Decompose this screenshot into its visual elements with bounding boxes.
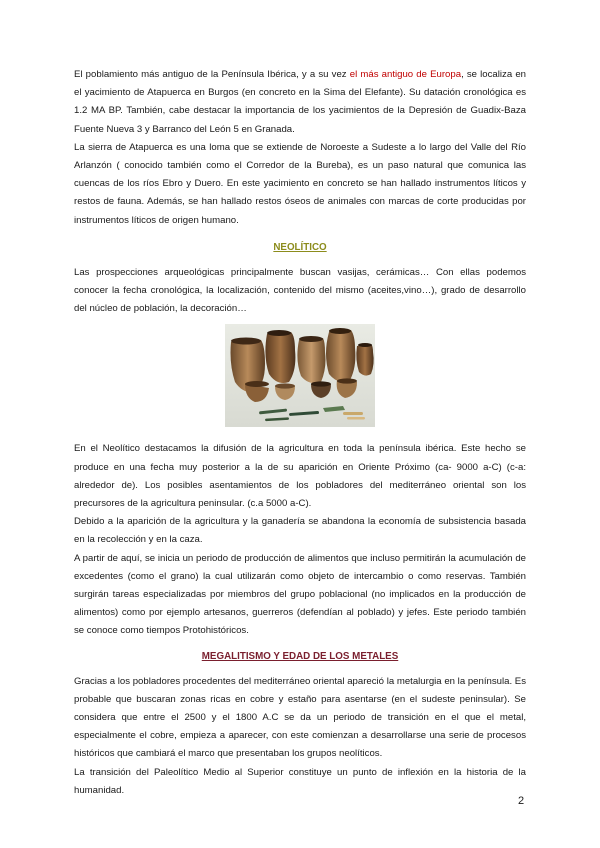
document-page — [74, 66, 526, 800]
paragraph-atapuerca-intro — [74, 66, 526, 139]
neolithic-pottery-image — [225, 324, 375, 427]
pottery-photo — [225, 324, 375, 427]
paragraph-metalurgia: Gracias a los pobladores procedentes del mediterráneo oriental apareció la metalurgia en la península. Es probable que buscaran zonas ricas en cobre y estaño para asentarse (en el sudeste peninsular). Se considera que entre el 2500 y el 1800 A.C se da un periodo de transición en el que el metal, especialmente el cobre, empieza a aparecer, con este comienzan a desarrollarse una serie de procesos históricos que cambiará el marco que presentaban los grupos neolíticos. — [74, 675, 526, 760]
paragraph-produccion: A partir de aquí, se inicia un periodo de producción de alimentos que incluso permitirán la acumulación de excedentes (como el grano) la cual utilizarán como objeto de intercambio o como reservas. También surgirán tareas especializadas por miembros del grupo poblacional (no implicados en la producción de alimentos) como por ejemplo artesanos, guerreros (defendían al poblado) y jefes. Este periodo también se conoce como tiempos Protohistóricos. — [74, 552, 526, 637]
paragraph-sierra-atapuerca: La sierra de Atapuerca es una loma que se extiende de Noroeste a Sudeste a lo largo del Valle del Río Arlanzón ( conocido también como el Corredor de la Bureba), es un paso natural que comunica las cuencas de los ríos Ebro y Duero. En este yacimiento en concreto se han hallado instrumentos líticos y restos de fauna. Además, se han hallado restos óseos de animales con marcas de corte producidas por instrumentos líticos de origen humano. — [74, 141, 526, 226]
paragraph-neolitico-agricultura: En el Neolítico destacamos la difusión de la agricultura en toda la península ibérica. Este hecho se produce en una fecha muy posterior a la de su aparición en Oriente Próximo (ca- 9000 a-C) (c-a: alrededor de). Los posibles asentamientos de los pobladores del mediterráneo oriental son los precursores de la agricultura peninsular. (c.a 5000 a-C). — [74, 443, 526, 510]
text-segment: , se localiza en el yacimiento de Atapuerca en Burgos (en concreto en la Sima del Elefante). Su datación cronológica es 1.2 MA BP. También, cabe destacar la importancia de los yacimientos de la Depresión de Guadix-Baza Fuente Nueva 3 y Barranco del León 5 en Granada. — [74, 69, 526, 135]
paragraph-prospecciones: Las prospecciones arqueológicas principalmente buscan vasijas, cerámicas… Con ellas podemos conocer la fecha cronológica, la localización, contenido del mismo (aceites,vino…), grado de desarrollo del núcleo de población, la decoración… — [74, 266, 526, 315]
text-segment: El poblamiento más antiguo de la Península Ibérica, y a su vez — [74, 69, 350, 80]
highlighted-text: el más antiguo de Europa — [349, 69, 462, 80]
page-number: 2 — [518, 795, 525, 807]
paragraph-ganaderia: Debido a la aparición de la agricultura y la ganadería se abandona la economía de subsistencia basada en la recolección y en la caza. — [74, 516, 526, 546]
heading-megalitismo: MEGALITISMO Y EDAD DE LOS METALES — [201, 650, 399, 662]
paragraph-transicion: La transición del Paleolítico Medio al Superior constituye un punto de inflexión en la historia de la humanidad. — [74, 766, 526, 796]
heading-neolitico: NEOLÍTICO — [273, 241, 327, 253]
